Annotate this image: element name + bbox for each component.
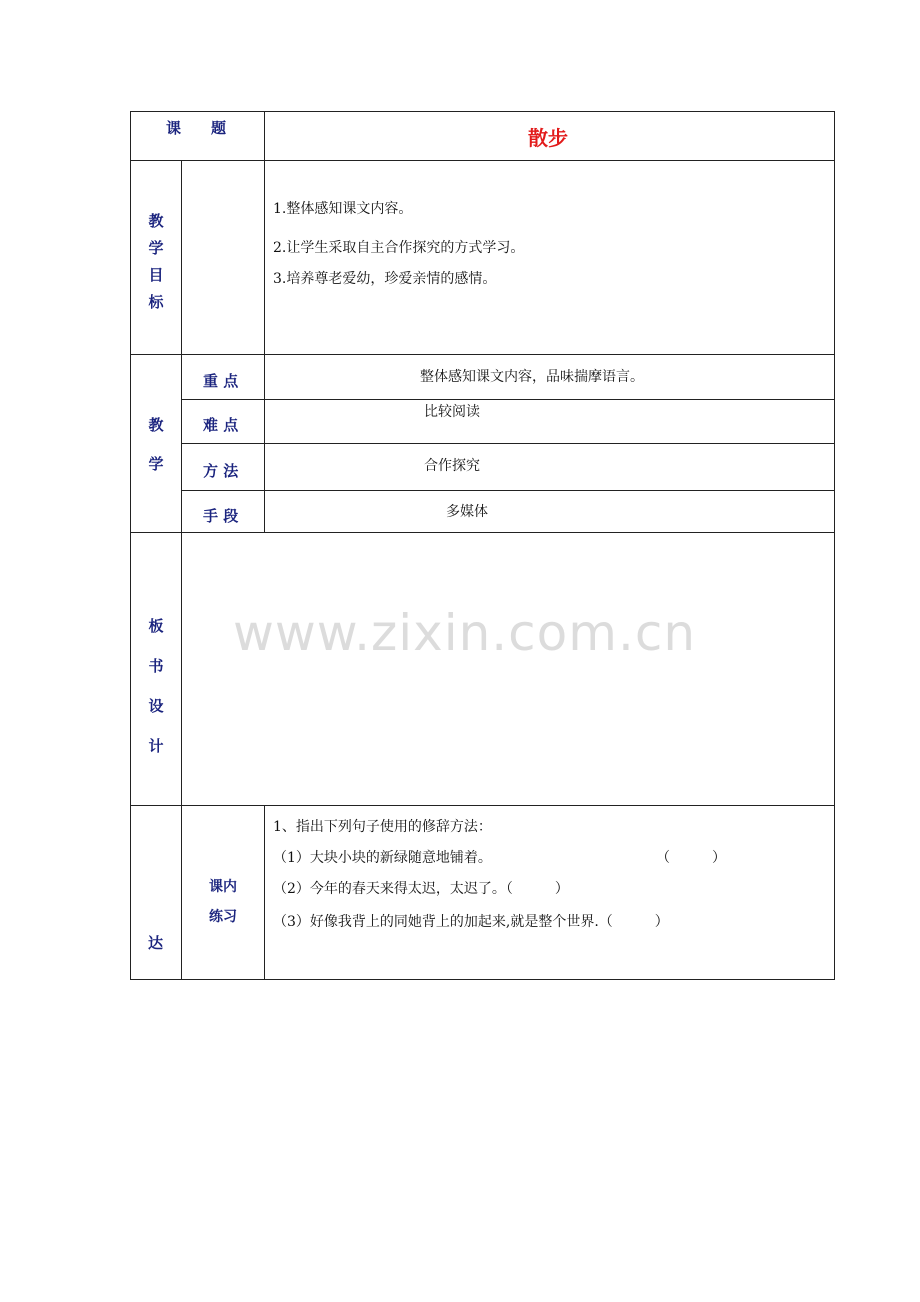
objective-item: 1.整体感知课文内容。 [273,201,413,217]
practice-inner-label-line: 练习 [209,909,237,925]
column-divider [181,354,182,533]
table-border-bottom [130,979,835,980]
practice-inner-label [209,872,237,932]
table-border-top [130,111,835,112]
objectives-label-char: 学 [148,239,164,257]
row-divider [130,532,835,533]
objectives-label [146,210,166,318]
practice-inner-label-line: 课内 [209,879,237,895]
watermark-text: www.zixin.com.cn [233,604,697,662]
teaching-label [146,414,166,474]
answer-blank: （ ） [656,850,726,866]
column-divider [264,111,265,161]
means-label: 手 段 [203,507,239,525]
board-design-label-char: 设 [148,697,164,715]
objectives-label-char: 标 [148,293,164,311]
row-divider [130,805,835,806]
objectives-label-char: 目 [148,266,164,284]
table-border-left [130,111,131,980]
column-divider [181,160,182,355]
objective-item: 3.培养尊老爱幼，珍爱亲情的感情。 [273,271,497,287]
row-divider [130,354,835,355]
column-divider [181,532,182,806]
row-divider [181,490,835,491]
objectives-label-char: 教 [148,212,164,230]
method-value: 合作探究 [424,458,480,474]
key-point-value: 整体感知课文内容，品味揣摩语言。 [420,369,644,385]
key-point-label: 重 点 [203,372,239,390]
lesson-title: 散步 [528,126,568,150]
subject-label: 课 题 [166,119,227,137]
practice-outer-label: 达 [148,934,164,952]
teaching-label-char: 教 [148,416,164,434]
board-design-label [146,615,166,756]
practice-question: 1、指出下列句子使用的修辞方法： [273,819,492,835]
column-divider [181,805,182,980]
row-divider [181,443,835,444]
means-value: 多媒体 [446,504,488,520]
difficulty-value: 比较阅读 [424,404,480,420]
board-design-label-char: 书 [148,657,164,675]
column-divider [264,160,265,355]
objective-item: 2.让学生采取自主合作探究的方式学习。 [273,240,525,256]
board-design-label-char: 板 [148,617,164,635]
table-border-right [834,111,835,980]
difficulty-label: 难 点 [203,416,239,434]
column-divider [264,354,265,533]
practice-item: （2）今年的春天来得太迟，太迟了。（ ） [273,881,569,897]
teaching-label-char: 学 [148,455,164,473]
method-label: 方 法 [203,462,239,480]
row-divider [181,399,835,400]
practice-item: （3）好像我背上的同她背上的加起来,就是整个世界.（ ） [273,914,669,930]
practice-item: （1）大块小块的新绿随意地铺着。 [273,850,492,866]
board-design-label-char: 计 [148,737,164,755]
column-divider [264,805,265,980]
row-divider [130,160,835,161]
